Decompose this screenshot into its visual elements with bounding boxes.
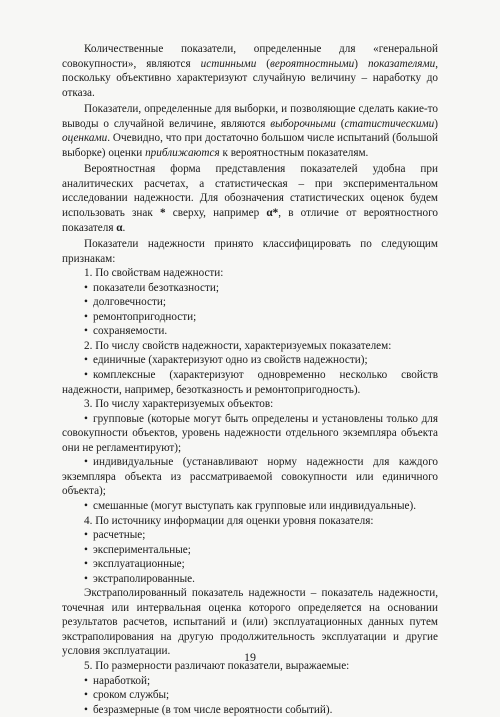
- list-item: • сроком службы;: [84, 689, 170, 702]
- bullet-icon: •: [84, 296, 88, 309]
- list-heading-information-source: 4. По источнику информации для оценки уровня показателя:: [84, 514, 374, 527]
- list-heading-number-of-properties: 2. По числу свойств надежности, характеризуемых показателем:: [84, 339, 392, 352]
- list-item: • наработкой;: [84, 674, 151, 687]
- bullet-icon: •: [84, 689, 88, 702]
- list-item: • расчетные;: [84, 529, 146, 542]
- list-heading-dimension: 5. По размерности различают показатели, выражаемые:: [84, 659, 350, 672]
- list-item: • комплексные (характеризуют одновременно несколько свойств надежности, например, безотказность и ремонтопригодность).: [62, 369, 438, 396]
- bullet-icon: •: [84, 354, 88, 367]
- list-item: • показатели безотказности;: [84, 281, 219, 294]
- list-item: • экстраполированные.: [84, 572, 195, 585]
- bullet-icon: •: [84, 558, 88, 571]
- bullet-icon: •: [84, 543, 88, 556]
- list-item: • индивидуальные (устанавливают норму надежности для каждого экземпляра объекта из рассматриваемой совокупности или единичного объекта);: [62, 456, 438, 498]
- bullet-icon: •: [84, 281, 88, 294]
- list-heading-reliability-properties: 1. По свойствам надежности:: [84, 267, 224, 280]
- list-item: • эксплуатационные;: [84, 558, 185, 571]
- bullet-icon: •: [84, 325, 88, 338]
- list-item: • сохраняемости.: [84, 325, 168, 338]
- paragraph-classification-intro: Показатели надежности принято классифицировать по следующим признакам:: [62, 238, 438, 265]
- list-heading-number-of-objects: 3. По числу характеризуемых объектов:: [84, 398, 274, 411]
- bullet-icon: •: [84, 412, 88, 425]
- bullet-icon: •: [84, 310, 88, 323]
- paragraph-extrapolated-indicator: Экстраполированный показатель надежности – показатель надежности, точечная или интервальная оценка которого определяется на основании результатов расчетов, испытаний и (или) эксплуатационных данных путем экстраполирования на другую продолжительность эксплуатации и другие условия эксплуатации.: [62, 587, 438, 658]
- bullet-icon: •: [84, 369, 88, 382]
- bullet-icon: •: [84, 703, 88, 716]
- list-item: • смешанные (могут выступать как групповые или индивидуальные).: [84, 499, 417, 512]
- list-item: • единичные (характеризуют одно из свойств надежности);: [84, 354, 368, 367]
- bullet-icon: •: [84, 499, 88, 512]
- bullet-icon: •: [84, 529, 88, 542]
- paragraph-sample-estimates: Показатели, определенные для выборки, и позволяющие сделать какие-то выводы о случайной величине, являются выборочными (статистическими) оценками. Очевидно, что при достаточно большом числе испытаний (большой выборке) оценки приближаются к вероятностным показателям.: [62, 103, 438, 159]
- list-item: • безразмерные (в том числе вероятности событий).: [84, 703, 333, 716]
- bullet-icon: •: [84, 456, 88, 469]
- bullet-icon: •: [84, 572, 88, 585]
- bullet-icon: •: [84, 674, 88, 687]
- list-item: • экспериментальные;: [84, 543, 191, 556]
- page-number: 19: [244, 650, 256, 664]
- paragraph-general-population: Количественные показатели, определенные для «генеральной совокупности», являются истинными (вероятностными) показателями, поскольку объективно характеризуют случайную величину – наработку до отказа.: [62, 43, 439, 99]
- list-item: • долговечности;: [84, 296, 166, 309]
- list-item: • групповые (которые могут быть определены и установлены только для совокупности объектов, уровень надежности отдельного экземпляра объекта они не регламентируют);: [62, 412, 438, 454]
- list-item: • ремонтопригодности;: [84, 310, 197, 323]
- paragraph-probability-form: Вероятностная форма представления показателей удобна при аналитических расчетах, а статистическая – при экспериментальном исследовании надежности. Для обозначения статистических оценок будем использовать знак * сверху, например α*, в отличие от вероятностного показателя α.: [62, 163, 438, 234]
